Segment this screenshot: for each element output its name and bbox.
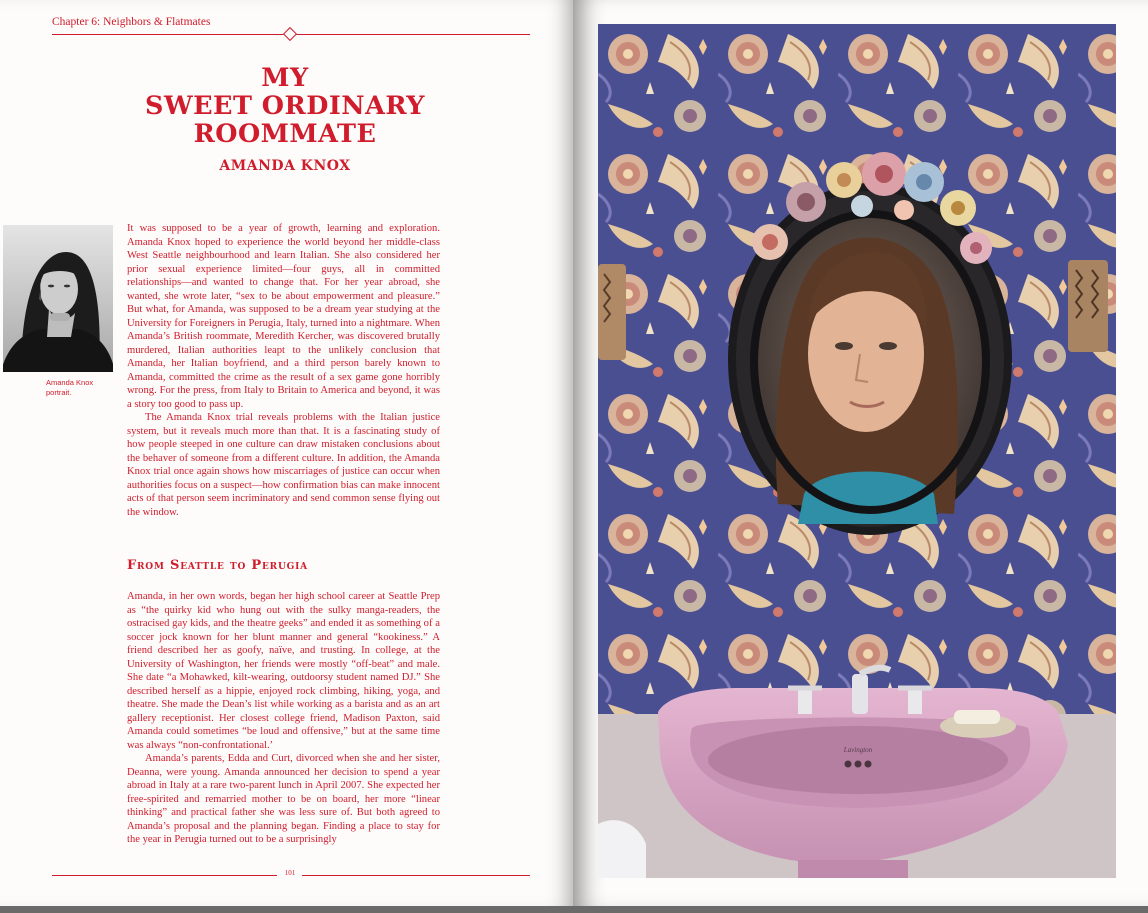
title-line-1: MY	[261, 63, 309, 93]
chapter-header: Chapter 6: Neighbors & Flatmates	[52, 16, 211, 28]
portrait-caption-line-2: portrait.	[46, 387, 72, 397]
title-line-2: SWEET ORDINARY	[145, 91, 425, 121]
sink-brand: Lavington	[843, 746, 873, 754]
section-text	[127, 590, 440, 847]
intro-text	[127, 222, 440, 519]
right-page	[573, 0, 1148, 906]
intro-paragraph-1: It was supposed to be a year of growth, learning and exploration. Amanda Knox hoped to experience the world beyond her middle-class West Seattle neighbourhood and learn Italian. She also considered her prior sexual experience limited—four guys, all in committed relationships—and wanted to change that. For her year abroad, she wanted, she wrote later, “sex to be about empowerment and pleasure.” But what, for Amanda, was supposed to be a dream year studying at the University for Foreigners in Perugia, Italy, turned into a nightmare. When Amanda’s British roommate, Meredith Kercher, was discovered brutally murdered, Italian authorities leapt to the unlikely conclusion that Amanda, her Italian boyfriend, and a third person barely known to Amanda, committed the crime as the result of a sex game gone horribly wrong. For the press, from Italy to Britain to America and beyond, it was a story too good to pass up.	[127, 223, 440, 410]
section-paragraph-2: Amanda’s parents, Edda and Curt, divorced when she and her sister, Deanna, were young. Amanda announced her decision to spend a year abroad in Italy at a rare two-parent lunch in April 2007. She expected her free-spirited and remarried mother to be on board, her more “linear thinking” and practical father she was less sure of. But both agreed to Amanda’s proposal and the planning began. Finding a place to stay for the year in Perugia turned out to be a surprisingly	[127, 753, 440, 846]
portrait-caption-line-1: Amanda Knox	[46, 378, 94, 387]
portrait-photo	[3, 225, 113, 372]
section-paragraph-1: Amanda, in her own words, began her high school career at Seattle Prep as “the quirky kid who hung out with the sulky manga-readers, the ostracised gay kids, and the theatre geeks” and ended it as something of a soccer jock known for her blunt manner and general “kookiness.” A friend described her as goofy, naïve, and trusting. In college, at the University of Washington, her friends were mostly “off-beat” and male. She date “a Mohawked, kilt-wearing, outdoorsy student named DJ.” She described herself as a hippie, enjoyed rock climbing, hiking, yoga, and theatre. She made the Dean’s list while working as a barista and as an art gallery receptionist. Her closest college friend, Madison Paxton, said Amanda could sometimes “be loud and offensive,” but at the same time was always “non-confrontational.’	[127, 591, 440, 751]
article-byline: AMANDA KNOX	[219, 158, 351, 174]
header-diamond-ornament	[283, 27, 297, 41]
portrait-illustration	[3, 225, 113, 372]
page-number: 101	[284, 869, 296, 877]
article-title-block	[60, 64, 510, 174]
left-page	[0, 0, 573, 906]
intro-paragraph-2: The Amanda Knox trial reveals problems with the Italian justice system, but it reveals much more than that. It is a fascinating study of how people steeped in one culture can draw mistaken conclusions about the behaver of someone from a different culture. In addition, the Amanda Knox trial once again shows how miscarriages of justice can occur when authorities focus on a suspect—how confirmation bias can make innocent acts of that person seem incriminatory and send common sense flying out the window.	[127, 412, 440, 518]
feature-photo-illustration	[598, 24, 1116, 878]
portrait-caption	[46, 378, 93, 397]
section-heading: From Seattle to Perugia	[127, 558, 308, 573]
feature-photo	[598, 24, 1116, 878]
footer-rule-right	[302, 875, 530, 876]
footer-rule-left	[52, 875, 277, 876]
title-line-3: ROOMMATE	[193, 119, 377, 149]
